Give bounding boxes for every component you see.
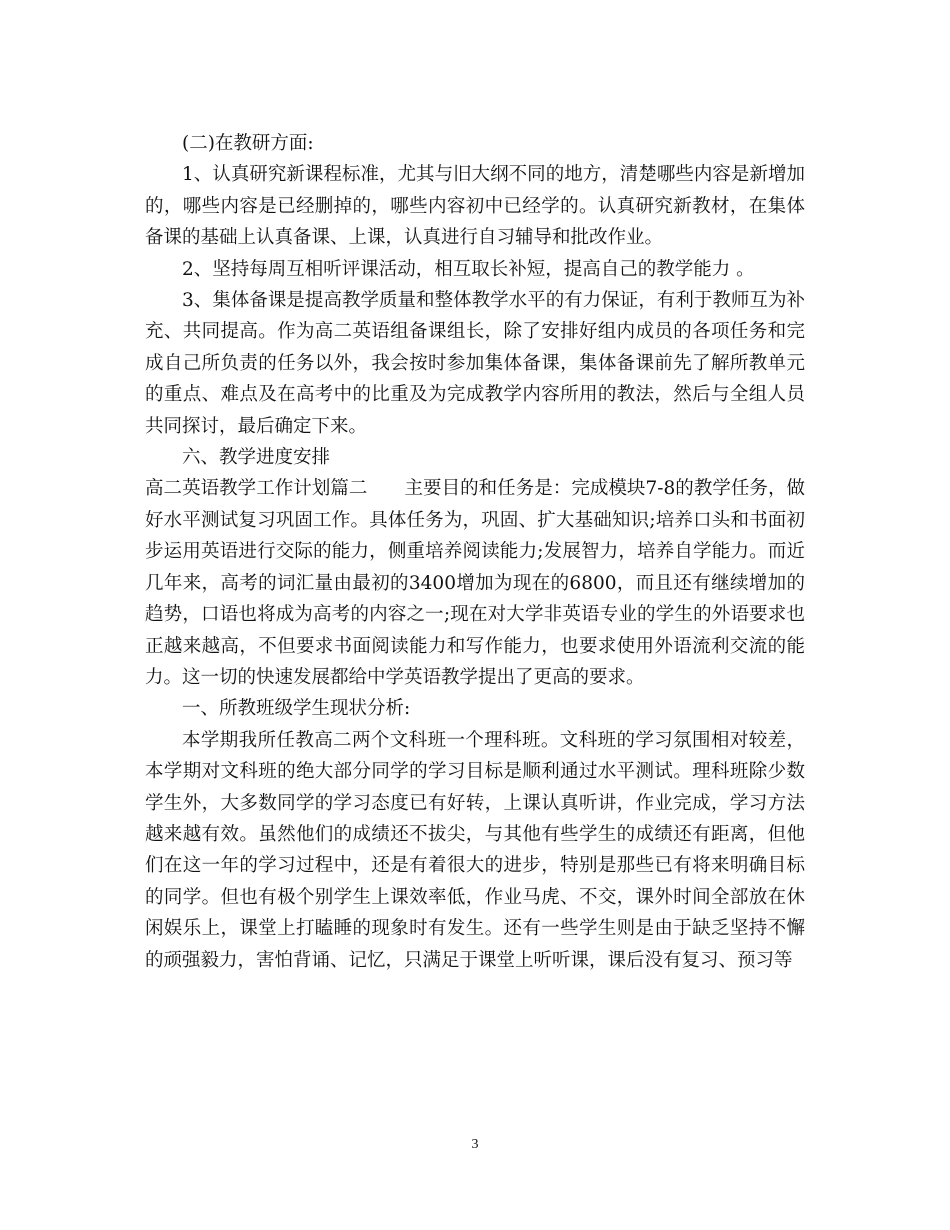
section-heading-schedule: 六、教学进度安排 — [182, 447, 331, 469]
paragraph-item-3: 3、集体备课是提高教学质量和整体教学水平的有力保证，有利于教师互为补充、共同提高。作为高二英语组备课组长，除了安排好组内成员的各项任务和完成自己所负责的任务以外，我会按时参加集体备课，集体备课前先了解所教单元的重点、难点及在高考中的比重及为完成教学内容所用的教法，然后与全组人员共同探讨，最后确定下来。 — [145, 290, 805, 437]
paragraph-plan-part-two: 高二英语教学工作计划篇二 主要目的和任务是：完成模块7-8的教学任务，做好水平测试复习巩固工作。具体任务为，巩固、扩大基础知识;培养口头和书面初步运用英语进行交际的能力，侧重培养阅读能力;发展智力，培养自学能力。而近几年来，高考的词汇量由最初的3400增加为现在的6800，而且还有继续增加的趋势，口语也将成为高考的内容之一;现在对大学非英语专业的学生的外语要求也正越来越高，不但要求书面阅读能力和写作能力，也要求使用外语流利交流的能力。这一切的快速发展都给中学英语教学提出了更高的要求。 — [145, 478, 805, 688]
paragraph-item-2: 2、坚持每周互相听评课活动，相互取长补短，提高自己的教学能力 。 — [182, 258, 755, 280]
paragraph-item-1: 1、认真研究新课程标准，尤其与旧大纲不同的地方，清楚哪些内容是新增加的，哪些内容是已经删掉的，哪些内容初中已经学的。认真研究新教材，在集体备课的基础上认真备课、上课，认真进行自习辅导和批改作业。 — [145, 164, 805, 249]
section-heading-student-analysis: 一、所教班级学生现状分析: — [182, 698, 411, 720]
paragraph-student-analysis: 本学期我所任教高二两个文科班一个理科班。文科班的学习氛围相对较差，本学期对文科班的绝大部分同学的学习目标是顺利通过水平测试。理科班除少数学生外，大多数同学的学习态度已有好转，上课认真听讲，作业完成，学习方法越来越有效。虽然他们的成绩还不拔尖，与其他有些学生的成绩还有距离，但他们在这一年的学习过程中，还是有着很大的进步，特别是那些已有将来明确目标的同学。但也有极个别学生上课效率低，作业马虎、不交，课外时间全部放在休闲娱乐上，课堂上打瞌睡的现象时有发生。还有一些学生则是由于缺乏坚持不懈的顽强毅力，害怕背诵、记忆，只满足于课堂上听听课，课后没有复习、预习等 — [145, 729, 805, 971]
document-body — [145, 128, 805, 976]
page-number: 3 — [471, 1137, 479, 1152]
section-heading-teaching-research: (二)在教研方面: — [182, 133, 314, 154]
